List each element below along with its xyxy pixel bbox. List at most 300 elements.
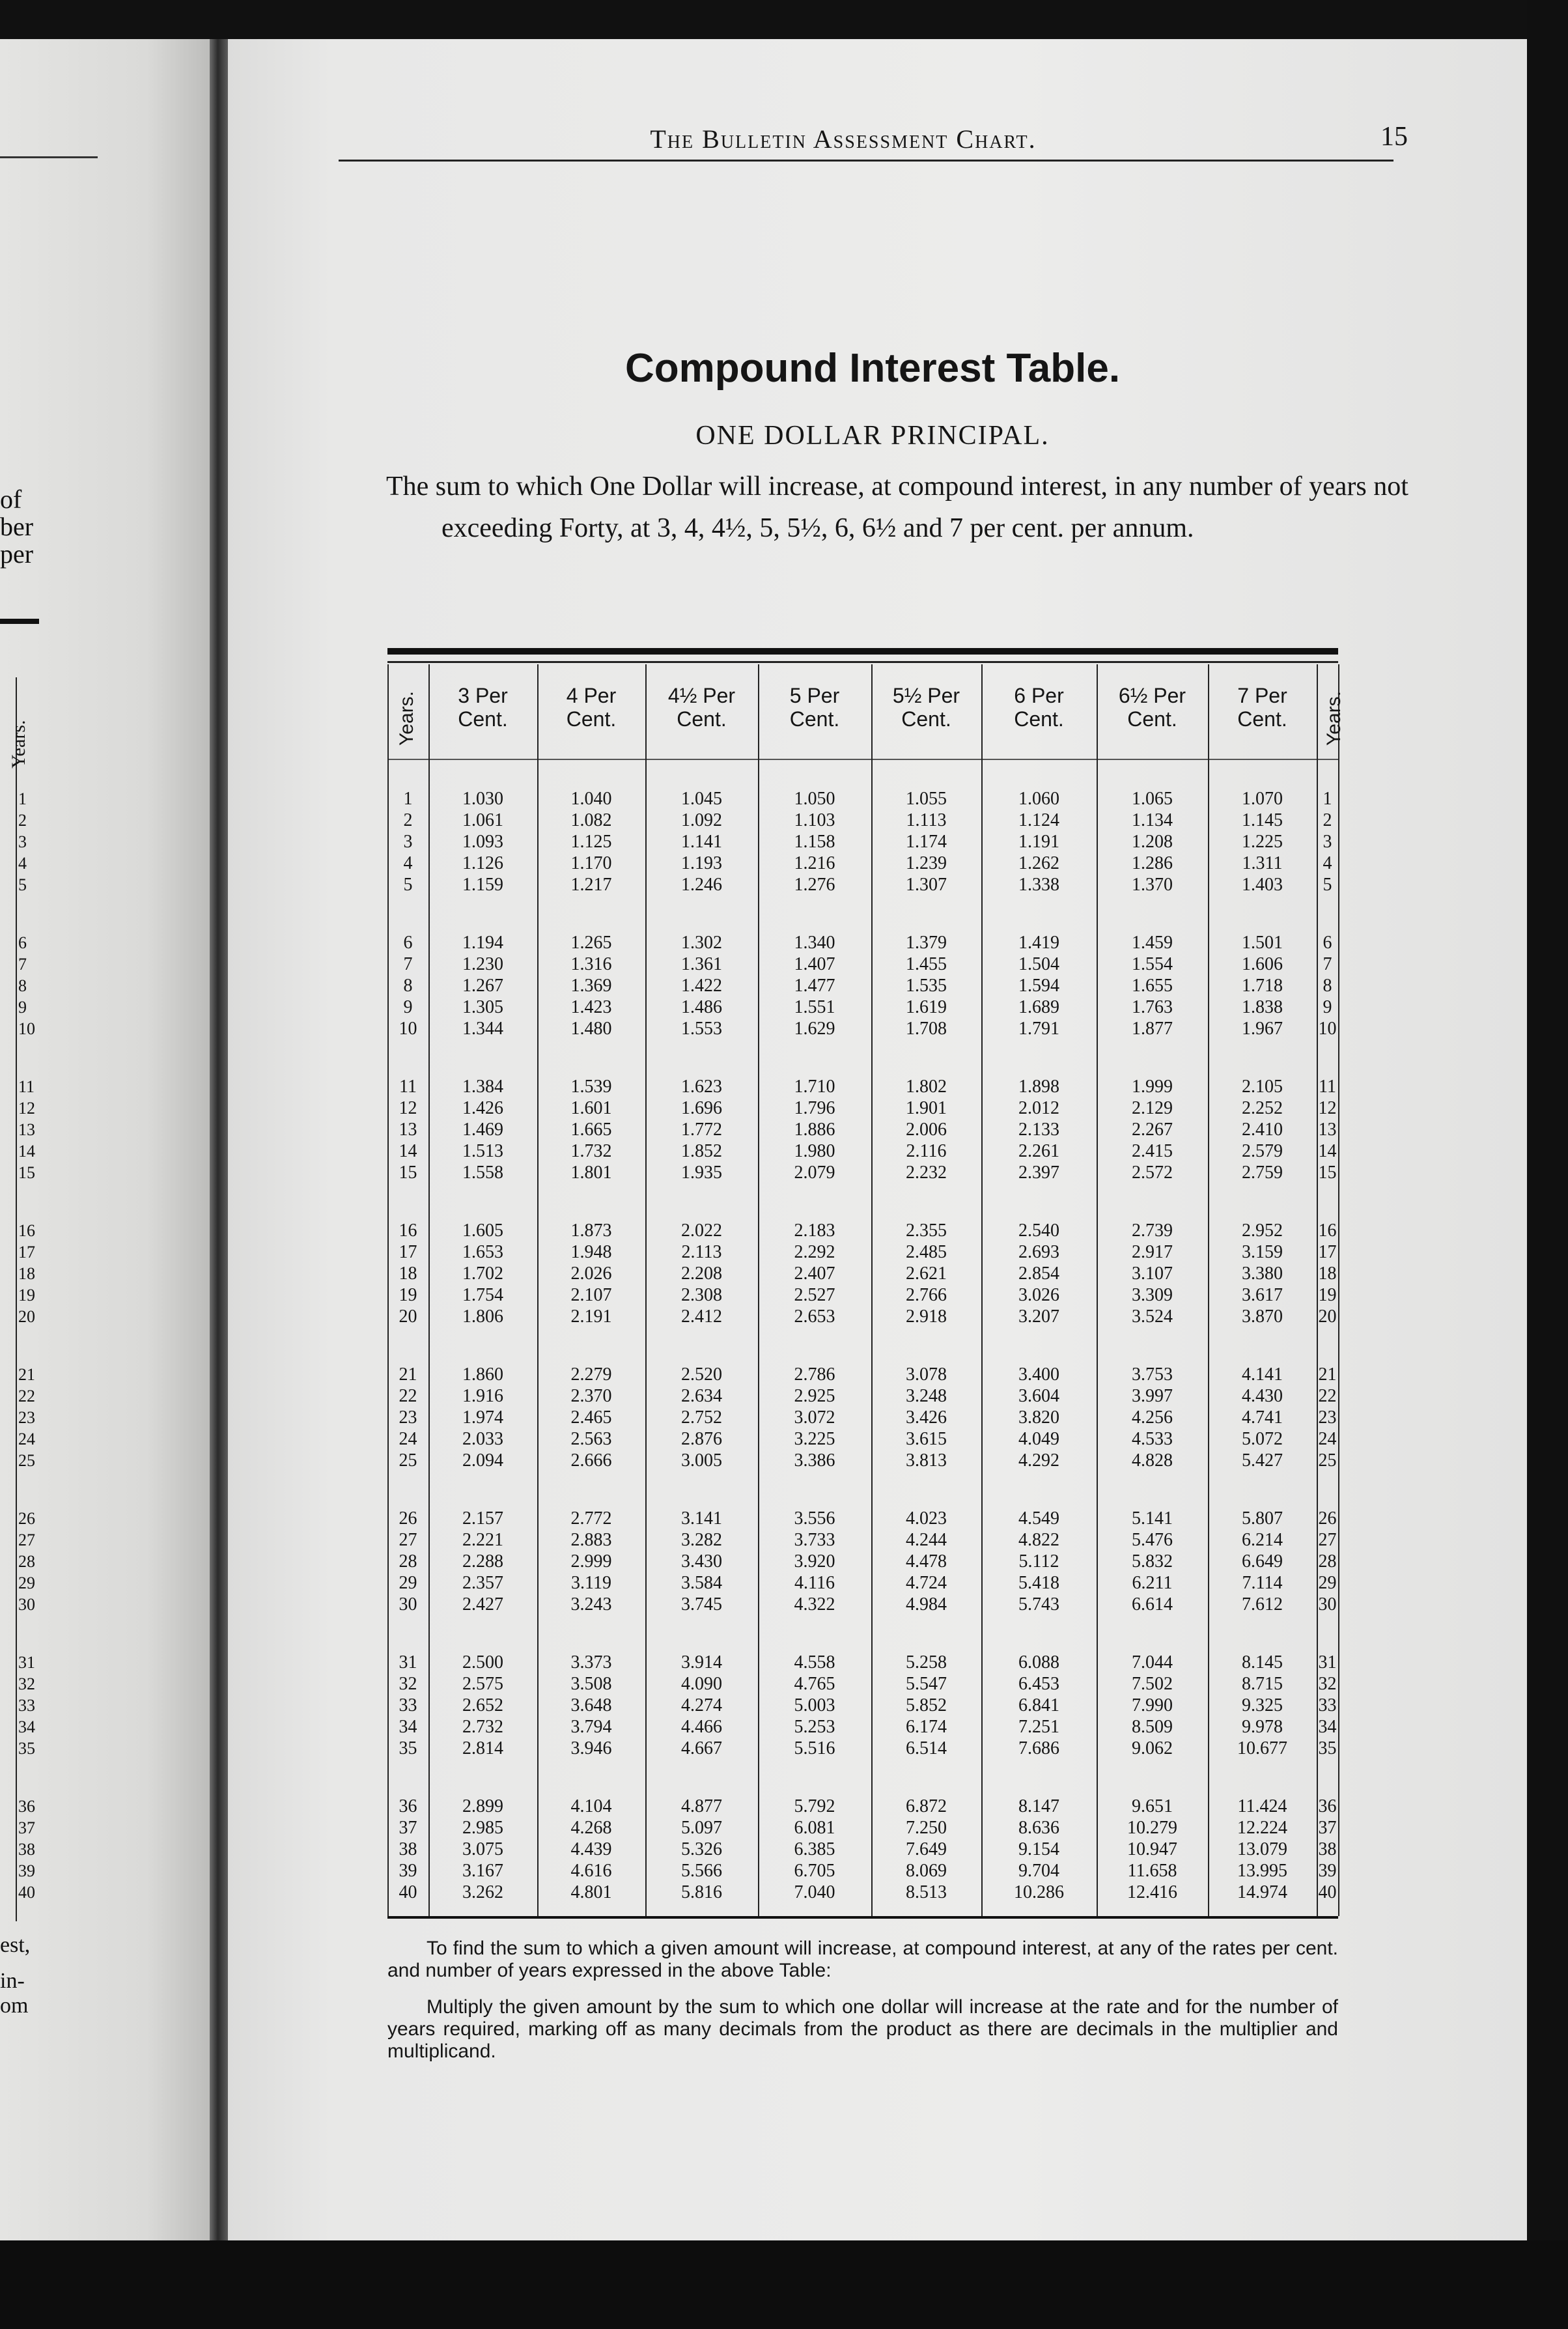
table-cell: 5.476 xyxy=(1132,1530,1173,1550)
table-cell: 1.050 xyxy=(794,789,835,809)
year-cell-left: 13 xyxy=(399,1120,417,1140)
header-rule xyxy=(339,160,1393,162)
previous-page-year: 16 xyxy=(18,1221,35,1240)
table-cell: 5.743 xyxy=(1018,1594,1059,1615)
table-cell: 1.838 xyxy=(1242,997,1283,1017)
table-cell: 1.477 xyxy=(794,976,835,996)
table-cell: 3.914 xyxy=(681,1652,722,1673)
table-cell: 6.872 xyxy=(906,1796,947,1816)
table-cell: 1.045 xyxy=(681,789,722,809)
table-cell: 1.065 xyxy=(1132,789,1173,809)
table-cell: 2.621 xyxy=(906,1263,947,1284)
previous-page-year: 22 xyxy=(18,1387,35,1405)
year-cell-right: 3 xyxy=(1323,832,1332,852)
year-cell-left: 19 xyxy=(399,1285,417,1305)
table-cell: 9.325 xyxy=(1242,1695,1283,1715)
table-cell: 2.899 xyxy=(462,1796,503,1816)
table-cell: 2.540 xyxy=(1018,1221,1059,1241)
table-cell: 1.040 xyxy=(570,789,612,809)
table-cell: 2.357 xyxy=(462,1573,503,1593)
table-cell: 2.006 xyxy=(906,1120,947,1140)
table-row xyxy=(228,1284,1527,1306)
page-number: 15 xyxy=(1380,122,1408,152)
table-cell: 4.667 xyxy=(681,1738,722,1758)
table-cell: 3.584 xyxy=(681,1573,722,1593)
table-cell: 1.422 xyxy=(681,976,722,996)
table-cell: 2.022 xyxy=(681,1221,722,1241)
table-cell: 1.852 xyxy=(681,1141,722,1161)
table-cell: 3.309 xyxy=(1132,1285,1173,1305)
year-cell-left: 17 xyxy=(399,1242,417,1262)
table-cell: 2.759 xyxy=(1242,1163,1283,1183)
table-cell: 8.145 xyxy=(1242,1652,1283,1673)
table-cell: 8.069 xyxy=(906,1861,947,1881)
table-cell: 5.097 xyxy=(681,1818,722,1838)
table-row xyxy=(228,1076,1527,1097)
table-cell: 8.147 xyxy=(1018,1796,1059,1816)
table-cell: 2.427 xyxy=(462,1594,503,1615)
table-cell: 3.430 xyxy=(681,1551,722,1572)
table-cell: 5.427 xyxy=(1242,1450,1283,1471)
table-cell: 1.379 xyxy=(906,933,947,953)
year-cell-left: 24 xyxy=(399,1429,417,1449)
table-row xyxy=(228,1162,1527,1183)
table-cell: 5.807 xyxy=(1242,1508,1283,1529)
table-cell: 1.480 xyxy=(570,1019,612,1039)
table-cell: 2.292 xyxy=(794,1242,835,1262)
year-cell-left: 2 xyxy=(403,810,413,830)
year-cell-right: 15 xyxy=(1318,1163,1337,1183)
table-row xyxy=(228,1738,1527,1759)
table-cell: 5.141 xyxy=(1132,1508,1173,1529)
year-cell-right: 37 xyxy=(1318,1818,1337,1838)
table-cell: 1.772 xyxy=(681,1120,722,1140)
table-cell: 1.246 xyxy=(681,875,722,895)
year-cell-right: 32 xyxy=(1318,1674,1337,1694)
table-cell: 2.527 xyxy=(794,1285,835,1305)
table-cell: 1.501 xyxy=(1242,933,1283,953)
table-cell: 3.078 xyxy=(906,1364,947,1385)
table-header-separator xyxy=(387,759,1338,760)
table-cell: 2.883 xyxy=(570,1530,612,1550)
year-cell-left: 15 xyxy=(399,1163,417,1183)
table-cell: 6.174 xyxy=(906,1717,947,1737)
table-cell: 1.267 xyxy=(462,976,503,996)
page-subtitle: ONE DOLLAR PRINCIPAL. xyxy=(695,421,1050,451)
table-cell: 2.652 xyxy=(462,1695,503,1715)
year-cell-left: 40 xyxy=(399,1882,417,1902)
table-cell: 3.745 xyxy=(681,1594,722,1615)
year-cell-right: 12 xyxy=(1318,1098,1337,1118)
table-cell: 1.539 xyxy=(570,1077,612,1097)
table-cell: 1.403 xyxy=(1242,875,1283,895)
table-cell: 3.615 xyxy=(906,1429,947,1449)
table-cell: 7.114 xyxy=(1242,1573,1283,1593)
table-row xyxy=(228,1140,1527,1162)
table-cell: 1.791 xyxy=(1018,1019,1059,1039)
table-cell: 4.256 xyxy=(1132,1407,1173,1428)
table-cell: 6.649 xyxy=(1242,1551,1283,1572)
table-cell: 1.407 xyxy=(794,954,835,974)
previous-page-years-label: Years. xyxy=(8,720,29,769)
table-cell: 10.677 xyxy=(1237,1738,1287,1758)
table-cell: 1.801 xyxy=(570,1163,612,1183)
table-cell: 1.513 xyxy=(462,1141,503,1161)
table-top-rule xyxy=(387,648,1338,655)
column-header: 3 Per Cent. xyxy=(458,684,508,731)
column-header: 4½ Per Cent. xyxy=(667,684,736,731)
table-cell: 1.702 xyxy=(462,1263,503,1284)
table-cell: 12.224 xyxy=(1237,1818,1287,1838)
previous-page-text-fragment: in- xyxy=(0,1969,25,1993)
table-row xyxy=(228,1551,1527,1572)
table-cell: 6.385 xyxy=(794,1839,835,1859)
previous-page-year: 40 xyxy=(18,1883,35,1902)
table-cell: 1.623 xyxy=(681,1077,722,1097)
year-cell-right: 33 xyxy=(1318,1695,1337,1715)
year-cell-left: 18 xyxy=(399,1263,417,1284)
table-cell: 2.116 xyxy=(906,1141,947,1161)
previous-page-year: 1 xyxy=(18,789,27,808)
running-head: The Bulletin Assessment Chart. xyxy=(650,124,1037,154)
year-cell-right: 36 xyxy=(1318,1796,1337,1816)
table-cell: 5.566 xyxy=(681,1861,722,1881)
table-cell: 8.509 xyxy=(1132,1717,1173,1737)
table-cell: 1.558 xyxy=(462,1163,503,1183)
table-cell: 3.920 xyxy=(794,1551,835,1572)
table-cell: 1.935 xyxy=(681,1163,722,1183)
table-row xyxy=(228,1018,1527,1039)
year-cell-left: 30 xyxy=(399,1594,417,1615)
table-cell: 1.653 xyxy=(462,1242,503,1262)
table-cell: 1.307 xyxy=(906,875,947,895)
previous-page-year: 15 xyxy=(18,1163,35,1182)
previous-page-year: 3 xyxy=(18,832,27,851)
table-cell: 1.754 xyxy=(462,1285,503,1305)
table-cell: 2.252 xyxy=(1242,1098,1283,1118)
table-cell: 1.629 xyxy=(794,1019,835,1039)
year-cell-left: 20 xyxy=(399,1306,417,1327)
table-cell: 2.563 xyxy=(570,1429,612,1449)
table-cell: 4.828 xyxy=(1132,1450,1173,1471)
table-cell: 2.113 xyxy=(681,1242,722,1262)
table-cell: 4.478 xyxy=(906,1551,947,1572)
table-row xyxy=(228,1529,1527,1551)
previous-page-year: 6 xyxy=(18,933,27,952)
footnote-instruction: To find the sum to which a given amount will increase, at compound interest, at any of the rates per cent. and number of years expressed in the above Table: xyxy=(387,1938,1338,1981)
previous-page-year: 25 xyxy=(18,1451,35,1470)
table-cell: 13.995 xyxy=(1237,1861,1287,1881)
years-header-right: Years. xyxy=(1323,691,1345,746)
table-cell: 1.141 xyxy=(681,832,722,852)
table-row xyxy=(228,1407,1527,1428)
year-cell-left: 4 xyxy=(403,853,413,873)
table-cell: 11.658 xyxy=(1127,1861,1177,1881)
table-cell: 5.516 xyxy=(794,1738,835,1758)
table-cell: 1.763 xyxy=(1132,997,1173,1017)
scan-border-bottom xyxy=(0,2240,1568,2329)
table-cell: 9.062 xyxy=(1132,1738,1173,1758)
table-cell: 7.612 xyxy=(1242,1594,1283,1615)
table-cell: 2.079 xyxy=(794,1163,835,1183)
table-cell: 4.765 xyxy=(794,1674,835,1694)
table-row xyxy=(228,831,1527,853)
table-top-rule-thin xyxy=(387,661,1338,663)
table-cell: 4.558 xyxy=(794,1652,835,1673)
table-cell: 1.710 xyxy=(794,1077,835,1097)
table-cell: 3.870 xyxy=(1242,1306,1283,1327)
table-cell: 1.606 xyxy=(1242,954,1283,974)
table-cell: 1.655 xyxy=(1132,976,1173,996)
previous-page-year: 5 xyxy=(18,875,27,894)
column-header: 7 Per Cent. xyxy=(1237,684,1287,731)
table-cell: 2.465 xyxy=(570,1407,612,1428)
table-cell: 1.423 xyxy=(570,997,612,1017)
table-cell: 3.005 xyxy=(681,1450,722,1471)
table-cell: 1.276 xyxy=(794,875,835,895)
table-cell: 1.796 xyxy=(794,1098,835,1118)
year-cell-right: 11 xyxy=(1319,1077,1336,1097)
table-row xyxy=(228,788,1527,810)
year-cell-right: 34 xyxy=(1318,1717,1337,1737)
table-cell: 3.225 xyxy=(794,1429,835,1449)
table-cell: 4.549 xyxy=(1018,1508,1059,1529)
table-cell: 2.183 xyxy=(794,1221,835,1241)
table-cell: 7.990 xyxy=(1132,1695,1173,1715)
previous-page-year: 17 xyxy=(18,1243,35,1262)
year-cell-right: 27 xyxy=(1318,1530,1337,1550)
previous-page-year: 35 xyxy=(18,1739,35,1758)
year-cell-right: 17 xyxy=(1318,1242,1337,1262)
year-cell-left: 1 xyxy=(403,789,413,809)
previous-page-text-fragment: om xyxy=(0,1994,29,2018)
table-cell: 3.794 xyxy=(570,1717,612,1737)
year-cell-left: 11 xyxy=(399,1077,417,1097)
table-cell: 2.288 xyxy=(462,1551,503,1572)
table-cell: 9.154 xyxy=(1018,1839,1059,1859)
table-row xyxy=(228,1695,1527,1716)
table-cell: 8.636 xyxy=(1018,1818,1059,1838)
table-cell: 2.157 xyxy=(462,1508,503,1529)
table-cell: 1.361 xyxy=(681,954,722,974)
table-row xyxy=(228,1097,1527,1119)
year-cell-right: 4 xyxy=(1323,853,1332,873)
table-row xyxy=(228,1860,1527,1882)
table-cell: 1.193 xyxy=(681,853,722,873)
table-cell: 1.055 xyxy=(906,789,947,809)
year-cell-left: 38 xyxy=(399,1839,417,1859)
table-cell: 5.792 xyxy=(794,1796,835,1816)
book-spine xyxy=(210,39,228,2240)
table-cell: 2.772 xyxy=(570,1508,612,1529)
year-cell-left: 37 xyxy=(399,1818,417,1838)
table-cell: 4.268 xyxy=(570,1818,612,1838)
previous-page-text-fragment: est, xyxy=(0,1933,31,1957)
table-cell: 1.225 xyxy=(1242,832,1283,852)
table-cell: 2.308 xyxy=(681,1285,722,1305)
table-cell: 7.251 xyxy=(1018,1717,1059,1737)
table-cell: 2.221 xyxy=(462,1530,503,1550)
table-cell: 2.520 xyxy=(681,1364,722,1385)
table-cell: 4.430 xyxy=(1242,1386,1283,1406)
year-cell-left: 29 xyxy=(399,1573,417,1593)
table-cell: 2.653 xyxy=(794,1306,835,1327)
table-cell: 1.158 xyxy=(794,832,835,852)
previous-page-text-fragment: of xyxy=(0,485,22,514)
table-cell: 4.724 xyxy=(906,1573,947,1593)
table-cell: 3.072 xyxy=(794,1407,835,1428)
table-cell: 2.407 xyxy=(794,1263,835,1284)
table-cell: 4.141 xyxy=(1242,1364,1283,1385)
table-cell: 10.279 xyxy=(1127,1818,1177,1838)
table-cell: 1.459 xyxy=(1132,933,1173,953)
column-header: 6½ Per Cent. xyxy=(1118,684,1186,731)
year-cell-left: 12 xyxy=(399,1098,417,1118)
table-row xyxy=(228,1428,1527,1450)
table-cell: 3.262 xyxy=(462,1882,503,1902)
table-cell: 2.952 xyxy=(1242,1221,1283,1241)
year-cell-left: 25 xyxy=(399,1450,417,1471)
table-cell: 2.370 xyxy=(570,1386,612,1406)
table-cell: 4.984 xyxy=(906,1594,947,1615)
year-cell-right: 22 xyxy=(1318,1386,1337,1406)
previous-page-year: 38 xyxy=(18,1840,35,1859)
table-cell: 2.732 xyxy=(462,1717,503,1737)
table-cell: 4.616 xyxy=(570,1861,612,1881)
table-cell: 1.305 xyxy=(462,997,503,1017)
table-cell: 8.513 xyxy=(906,1882,947,1902)
table-cell: 1.217 xyxy=(570,875,612,895)
previous-page-year: 4 xyxy=(18,854,27,873)
scan-border-top xyxy=(0,0,1568,39)
year-cell-left: 28 xyxy=(399,1551,417,1572)
table-cell: 1.708 xyxy=(906,1019,947,1039)
table-row xyxy=(228,1716,1527,1738)
table-cell: 2.500 xyxy=(462,1652,503,1673)
table-cell: 2.415 xyxy=(1132,1141,1173,1161)
previous-page-year: 12 xyxy=(18,1099,35,1118)
table-row xyxy=(228,953,1527,975)
table-cell: 1.898 xyxy=(1018,1077,1059,1097)
table-cell: 2.232 xyxy=(906,1163,947,1183)
table-cell: 1.553 xyxy=(681,1019,722,1039)
table-cell: 4.533 xyxy=(1132,1429,1173,1449)
table-cell: 14.974 xyxy=(1237,1882,1287,1902)
table-cell: 4.322 xyxy=(794,1594,835,1615)
table-cell: 3.159 xyxy=(1242,1242,1283,1262)
table-cell: 4.439 xyxy=(570,1839,612,1859)
footnote-method: Multiply the given amount by the sum to which one dollar will increase at the rate and for the number of years required, marking off as many decimals from the product as there are decimals in the multiplier and multiplicand. xyxy=(387,1996,1338,2062)
table-row xyxy=(228,1652,1527,1673)
table-cell: 1.873 xyxy=(570,1221,612,1241)
table-cell: 4.466 xyxy=(681,1717,722,1737)
table-cell: 1.551 xyxy=(794,997,835,1017)
table-cell: 11.424 xyxy=(1237,1796,1287,1816)
previous-page-year: 31 xyxy=(18,1653,35,1672)
table-row xyxy=(228,1796,1527,1817)
table-cell: 5.418 xyxy=(1018,1573,1059,1593)
year-cell-right: 13 xyxy=(1318,1120,1337,1140)
table-cell: 1.877 xyxy=(1132,1019,1173,1039)
year-cell-right: 31 xyxy=(1318,1652,1337,1673)
table-row xyxy=(228,1220,1527,1241)
table-cell: 1.886 xyxy=(794,1120,835,1140)
table-cell: 2.918 xyxy=(906,1306,947,1327)
table-cell: 3.813 xyxy=(906,1450,947,1471)
table-cell: 7.044 xyxy=(1132,1652,1173,1673)
table-cell: 2.999 xyxy=(570,1551,612,1572)
table-cell: 12.416 xyxy=(1127,1882,1177,1902)
previous-page-text-fragment: per xyxy=(0,539,34,569)
table-cell: 2.814 xyxy=(462,1738,503,1758)
previous-page-year: 20 xyxy=(18,1307,35,1326)
table-row xyxy=(228,1882,1527,1903)
table-cell: 1.060 xyxy=(1018,789,1059,809)
column-header: 4 Per Cent. xyxy=(566,684,617,731)
table-cell: 4.104 xyxy=(570,1796,612,1816)
table-cell: 1.802 xyxy=(906,1077,947,1097)
table-cell: 5.852 xyxy=(906,1695,947,1715)
table-cell: 5.003 xyxy=(794,1695,835,1715)
table-cell: 10.286 xyxy=(1014,1882,1064,1902)
table-row xyxy=(228,1119,1527,1140)
table-cell: 3.380 xyxy=(1242,1263,1283,1284)
table-cell: 1.113 xyxy=(906,810,947,830)
year-cell-right: 30 xyxy=(1318,1594,1337,1615)
table-cell: 2.925 xyxy=(794,1386,835,1406)
table-row xyxy=(228,1241,1527,1263)
table-cell: 1.974 xyxy=(462,1407,503,1428)
year-cell-left: 7 xyxy=(403,954,413,974)
table-cell: 3.426 xyxy=(906,1407,947,1428)
table-cell: 1.093 xyxy=(462,832,503,852)
year-cell-right: 25 xyxy=(1318,1450,1337,1471)
year-cell-left: 16 xyxy=(399,1221,417,1241)
table-cell: 3.820 xyxy=(1018,1407,1059,1428)
table-cell: 9.978 xyxy=(1242,1717,1283,1737)
table-cell: 2.107 xyxy=(570,1285,612,1305)
year-cell-right: 26 xyxy=(1318,1508,1337,1529)
table-cell: 6.214 xyxy=(1242,1530,1283,1550)
year-cell-right: 21 xyxy=(1318,1364,1337,1385)
table-cell: 3.207 xyxy=(1018,1306,1059,1327)
table-cell: 6.088 xyxy=(1018,1652,1059,1673)
table-cell: 1.239 xyxy=(906,853,947,873)
table-cell: 2.985 xyxy=(462,1818,503,1838)
table-row xyxy=(228,996,1527,1018)
table-row xyxy=(228,1450,1527,1471)
table-cell: 1.125 xyxy=(570,832,612,852)
table-cell: 5.326 xyxy=(681,1839,722,1859)
table-cell: 2.666 xyxy=(570,1450,612,1471)
table-cell: 1.159 xyxy=(462,875,503,895)
table-cell: 2.579 xyxy=(1242,1141,1283,1161)
year-cell-left: 35 xyxy=(399,1738,417,1758)
table-cell: 2.410 xyxy=(1242,1120,1283,1140)
year-cell-left: 33 xyxy=(399,1695,417,1715)
table-cell: 5.112 xyxy=(1018,1551,1059,1572)
table-cell: 1.124 xyxy=(1018,810,1059,830)
year-cell-left: 21 xyxy=(399,1364,417,1385)
previous-page-year: 39 xyxy=(18,1861,35,1880)
year-cell-left: 10 xyxy=(399,1019,417,1039)
table-cell: 7.686 xyxy=(1018,1738,1059,1758)
table-cell: 7.502 xyxy=(1132,1674,1173,1694)
table-cell: 4.877 xyxy=(681,1796,722,1816)
table-cell: 1.689 xyxy=(1018,997,1059,1017)
year-cell-right: 10 xyxy=(1318,1019,1337,1039)
table-cell: 1.419 xyxy=(1018,933,1059,953)
